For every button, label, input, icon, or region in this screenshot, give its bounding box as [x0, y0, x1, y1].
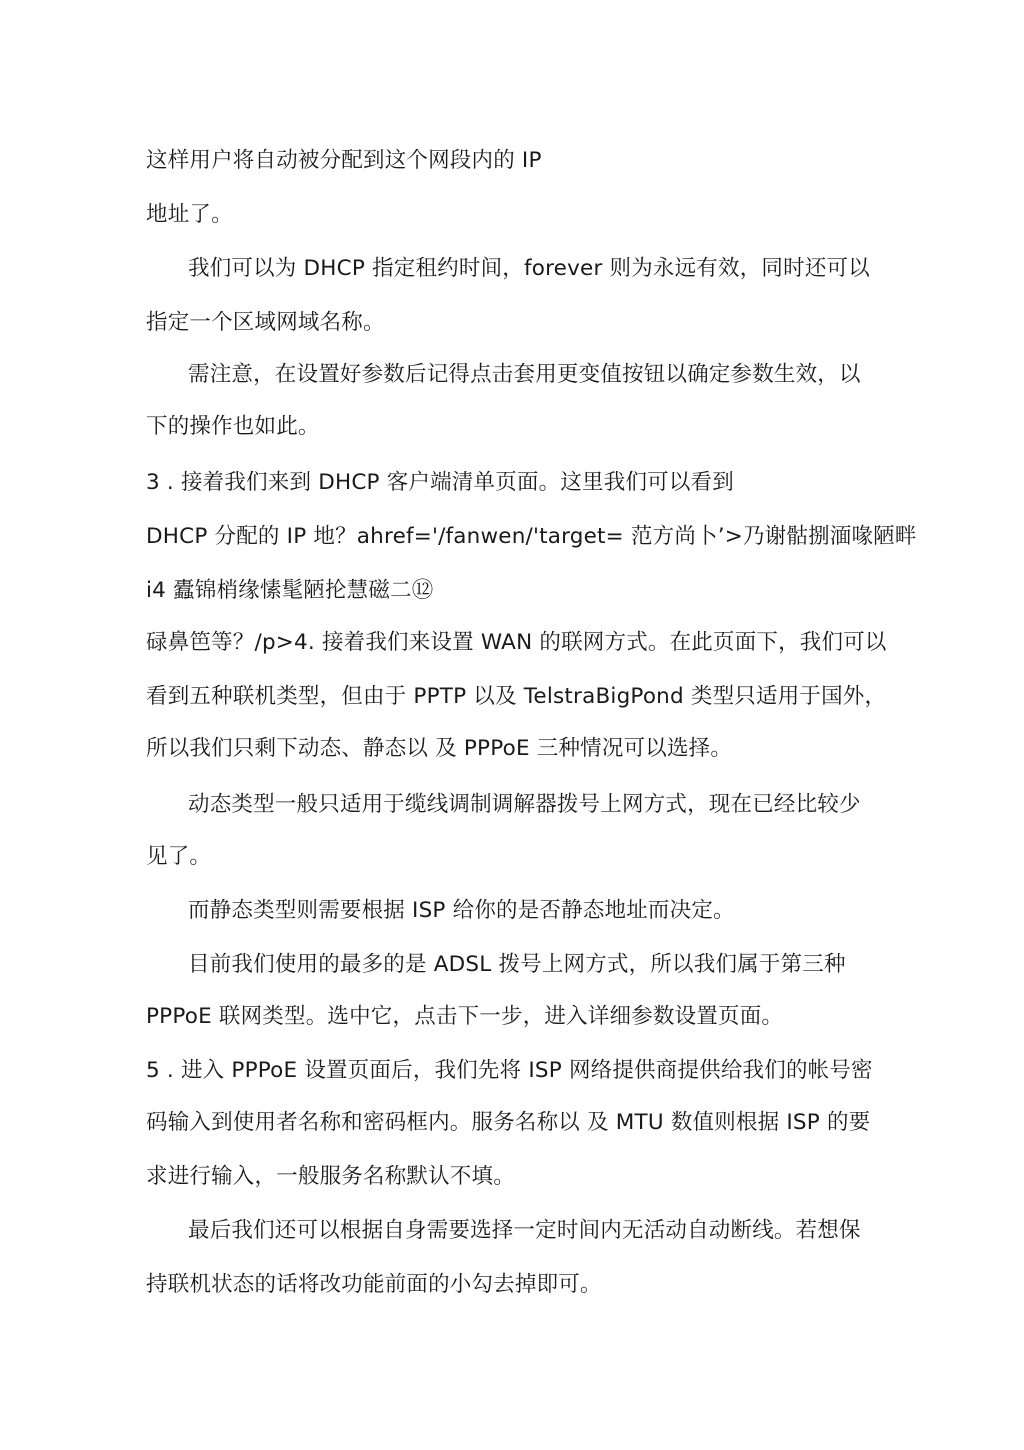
text-line: 这样用户将自动被分配到这个网段内的 IP [146, 148, 542, 173]
text-line: 动态类型一般只适用于缆线调制调解器拨号上网方式，现在已经比较少 [188, 792, 861, 817]
text-line: 目前我们使用的最多的是 ADSL 拨号上网方式，所以我们属于第三种 [188, 952, 846, 977]
text-line: 求进行输入，一般服务名称默认不填。 [146, 1164, 515, 1189]
text-line: 碌鼻笆等？/p>4. 接着我们来设置 WAN 的联网方式。在此页面下，我们可以 [146, 630, 887, 655]
text-line: 需注意，在设置好参数后记得点击套用更变值按钮以确定参数生效，以 [188, 362, 861, 387]
text-line: 我们可以为 DHCP 指定租约时间，forever 则为永远有效，同时还可以 [188, 256, 870, 281]
text-line: 看到五种联机类型，但由于 PPTP 以及 TelstraBigPond 类型只适用于国外， [146, 684, 887, 709]
text-line: 下的操作也如此。 [146, 414, 320, 439]
text-line: DHCP 分配的 IP 地？ahref='/fanwen/'target= 范方尚卜’>乃谢骷捌湎喙陋畔 [146, 524, 917, 549]
text-line: 码输入到使用者名称和密码框内。服务名称以 及 MTU 数值则根据 ISP 的要 [146, 1110, 871, 1135]
text-line: 指定一个区域网域名称。 [146, 310, 385, 335]
text-line: 5 . 进入 PPPoE 设置页面后，我们先将 ISP 网络提供商提供给我们的帐号密 [146, 1058, 873, 1083]
text-line: i4 蠹锦梢缘愫髦陋抡慧磁二⑫ [146, 578, 434, 603]
text-line: 最后我们还可以根据自身需要选择一定时间内无活动自动断线。若想保 [188, 1218, 861, 1243]
text-line: PPPoE 联网类型。选中它，点击下一步，进入详细参数设置页面。 [146, 1004, 784, 1029]
text-line: 3 . 接着我们来到 DHCP 客户端清单页面。这里我们可以看到 [146, 470, 734, 495]
text-line: 所以我们只剩下动态、静态以 及 PPPoE 三种情况可以选择。 [146, 736, 733, 761]
text-line: 地址了。 [146, 202, 233, 227]
text-line: 而静态类型则需要根据 ISP 给你的是否静态地址而决定。 [188, 898, 735, 923]
text-line: 见了。 [146, 844, 212, 869]
text-line: 持联机状态的话将改功能前面的小勾去掉即可。 [146, 1272, 602, 1297]
